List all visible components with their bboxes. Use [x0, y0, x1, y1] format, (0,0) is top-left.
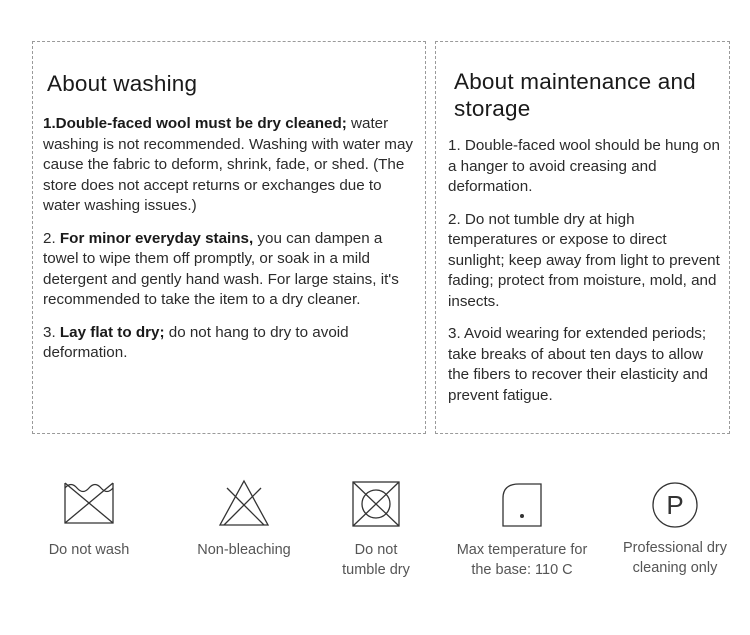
washing-paragraph-3: 3. Lay flat to dry; do not hang to dry to avoid deformation.: [43, 323, 349, 361]
storage-paragraph-1: 1. Double-faced wool should be hung on a hanger to avoid creasing and deformation.: [448, 137, 720, 195]
care-label: Max temperature for the base: 110 C: [456, 542, 588, 578]
care-symbol-professional-dry-clean: [605, 478, 745, 578]
storage-title: About maintenance and storage: [454, 69, 696, 121]
washing-paragraph-2: 2. For minor everyday stains, you can dampen a towel to wipe them off promptly, or soak in a mild detergent and gently hand wash. For large stains, it's recommended to take the item to a dry cleaner.: [43, 229, 399, 308]
professional-dry-clean-icon: [648, 478, 702, 530]
svg-text:P: P: [666, 490, 684, 520]
storage-paragraph-3: 3. Avoid wearing for extended periods; take breaks of about ten days to allow the fibers to recover their elasticity and prevent fatigue.: [448, 325, 708, 404]
do-not-tumble-dry-icon: [349, 478, 403, 530]
care-label: Professional dry cleaning only: [623, 540, 727, 576]
washing-title: About washing: [47, 71, 198, 96]
care-symbol-do-not-tumble-dry: [306, 478, 446, 580]
maintenance-storage-panel: [435, 41, 730, 434]
care-label: Do not wash: [48, 542, 130, 558]
washing-paragraph-1: 1.Double-faced wool must be dry cleaned; water washing is not recommended. Washing with water may cause the fabric to deform, shrink, fade, or shed. (The store does not accept returns or exchanges due to water washing issues.): [43, 115, 414, 214]
care-symbol-non-bleaching: [174, 478, 314, 560]
care-label: Do not tumble dry: [342, 542, 410, 578]
storage-paragraph-2: 2. Do not tumble dry at high temperatures or expose to direct sunlight; keep away from light to prevent fading; protect from moisture, mold, and insects.: [448, 210, 720, 310]
care-symbol-do-not-wash: [19, 478, 159, 560]
do-not-wash-icon: [62, 478, 116, 528]
care-label: Non-bleaching: [197, 542, 291, 558]
about-washing-panel: [32, 41, 426, 434]
non-bleaching-icon: [217, 478, 271, 528]
iron-110-icon: [495, 478, 549, 530]
care-symbol-iron: [452, 478, 592, 580]
